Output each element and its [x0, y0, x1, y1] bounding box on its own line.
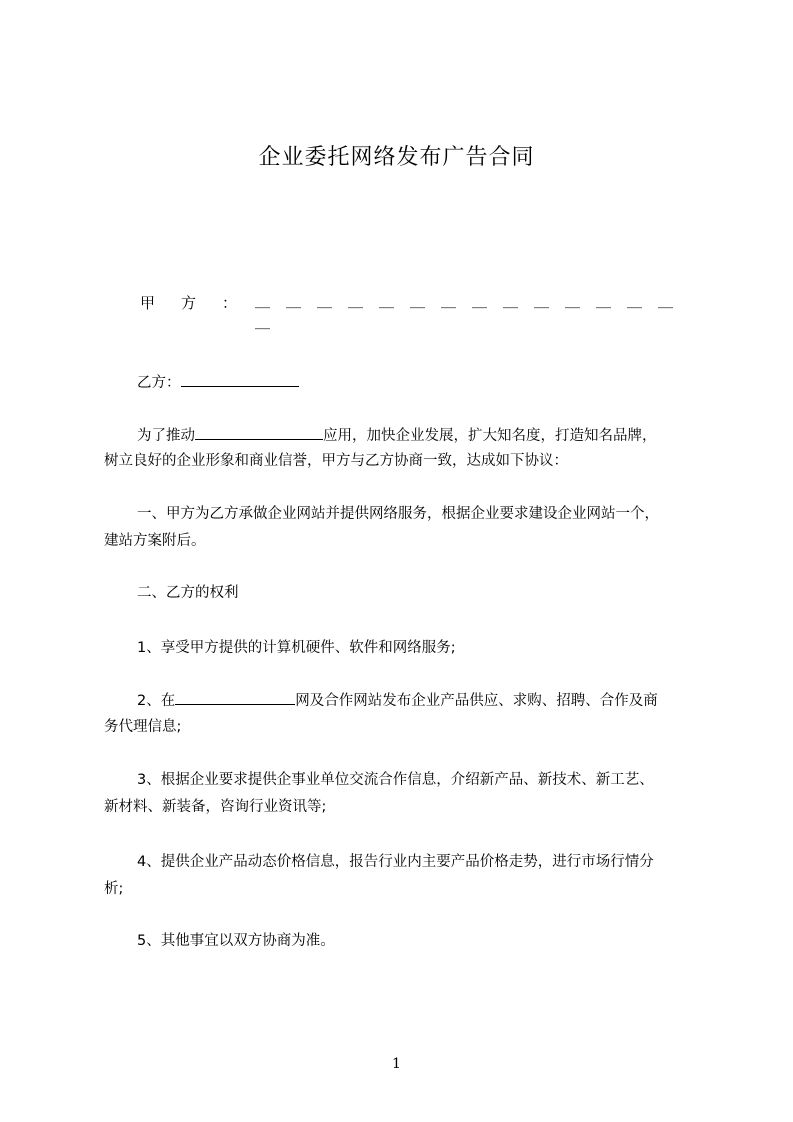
clause1-line-2: 建站方案附后。: [104, 533, 206, 549]
intro-blank: [195, 425, 323, 440]
clause1-line-1: 一、甲方为乙方承做企业网站并提供网络服务，根据企业要求建设企业网站一个，: [137, 506, 659, 522]
party-a-label: 甲方：: [140, 294, 264, 312]
intro-line-1: [137, 425, 657, 446]
intro-part-1: 为了推动: [137, 428, 195, 444]
item-2-part-2: 网及合作网站发布企业产品供应、求购、招聘、合作及商: [295, 693, 658, 709]
clause2-heading: 二、乙方的权利: [137, 585, 239, 601]
item-2-blank: [175, 690, 295, 705]
item-5: 5、其他事宜以双方协商为准。: [137, 933, 335, 949]
item-3-line-1: 3、根据企业要求提供企事业单位交流合作信息，介绍新产品、新技术、新工艺、: [137, 772, 654, 788]
intro-line-2: 树立良好的企业形象和商业信誉，甲方与乙方协商一致，达成如下协议：: [104, 453, 568, 469]
item-4-line-1: 4、提供企业产品动态价格信息，报告行业内主要产品价格走势，进行市场行情分: [137, 854, 654, 870]
item-2-part-1: 2、在: [137, 693, 176, 709]
intro-part-2: 应用，加快企业发展，扩大知名度，打造知名品牌，: [323, 428, 657, 444]
party-a-blank-text: ＿＿＿＿＿＿＿＿＿＿＿＿＿＿＿: [255, 292, 690, 331]
page-number: 1: [392, 1056, 401, 1072]
item-2-line-1: [137, 690, 658, 711]
party-b-label: 乙方：: [137, 375, 181, 391]
document-title: 企业委托网络发布广告合同: [258, 145, 535, 170]
party-b-line: [137, 372, 299, 393]
party-b-blank: [181, 372, 299, 387]
item-4-line-2: 析;: [104, 881, 124, 897]
party-a-blank: [255, 290, 705, 332]
item-2-line-2: 务代理信息;: [104, 719, 182, 735]
item-3-line-2: 新材料、新装备，咨询行业资讯等;: [104, 799, 327, 815]
item-1: 1、享受甲方提供的计算机硬件、软件和网络服务;: [137, 640, 456, 656]
